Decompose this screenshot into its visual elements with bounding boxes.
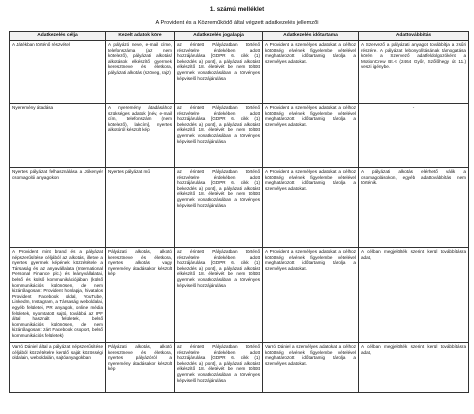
table-row xyxy=(10,168,469,248)
cell-data: Pályázati alkotás, alkotó keresztneve és életkora, nyertes alkotás vagy nyeremény átadásakor készült kép xyxy=(106,248,175,343)
annex-subtitle: A Provident és a Közreműködő által végzett adatkezelés jellemzői xyxy=(155,20,319,26)
table-header-row xyxy=(10,32,469,41)
cell-data: Pályázati alkotás, alkotó keresztneve és életkora, nyertes pályázóról a nyeremény átadásakor készült kép xyxy=(106,343,175,393)
cell-legal-basis: az érintett Pályázatban történő részvételre érdekében adott hozzájárulása [GDPR 6. cikk (1) bekezdés a) pont], a pályázati alkotást elkészítő 18. életévét be nem töltött gyermek vonatkozásában a törvényes képviselő hozzájárulása xyxy=(175,248,263,343)
header-data: Kezelt adatok köre xyxy=(106,32,175,41)
cell-duration: A Provident a személyes adatokat a célhoz kötöttség elvének figyelembe vételével meghatározott időtartamig tárolja a személyes adatokat. xyxy=(263,168,359,248)
cell-duration: Varró Dániel a személyes adatokat a célhoz kötöttség elvének figyelembe vételével meghatározott időtartamig tárolja a személyes adatokat. xyxy=(263,343,359,393)
cell-purpose: Nyeremény átadása xyxy=(10,104,106,168)
cell-duration: A Provident a személyes adatokat a célhoz kötöttség elvének figyelembe vételével meghatározott időtartamig tárolja a személyes adatokat. xyxy=(263,104,359,168)
cell-legal-basis: az érintett Pályázatban történő részvételre érdekében adott hozzájárulása [GDPR 6. cikk (1) bekezdés a) pont], a pályázati alkotást elkészítő 18. életévét be nem töltött gyermek vonatkozásában a törvényes képviselő hozzájárulása xyxy=(175,41,263,104)
table-row xyxy=(10,41,469,104)
cell-duration: A Provident a személyes adatokat a célhoz kötöttség elvének figyelembe vételével meghatározott időtartamig tárolja a személyes adatokat. xyxy=(263,248,359,343)
cell-purpose: A Játékban történő részvétel xyxy=(10,41,106,104)
cell-legal-basis: az érintett Pályázatban történő részvételre érdekében adott hozzájárulása [GDPR 6. cikk (1) bekezdés a) pont], a pályázati alkotást elkészítő 18. életévét be nem töltött gyermek vonatkozásában a törvényes képviselő hozzájárulása xyxy=(175,104,263,168)
cell-transfer: A Szervező a pályázati anyagot továbbítja a zsűri részére. A pályázat lebonyolításának támogatása körén a Szervező adatfeldolgozóként a MotionCrew Bt.-t (2464 Győr, Szőlőhegy út 11.) veszi igénybe. xyxy=(359,41,469,104)
cell-data: Nyertes pályázat mű xyxy=(106,168,175,248)
table-row xyxy=(10,104,469,168)
cell-transfer: - xyxy=(359,104,469,168)
cell-data: A nyeremény átadásához szükséges adatok [név, e-mail cím, telefonszám (nem kötelező), lakcím], nyertes alkotóról készült kép xyxy=(106,104,175,168)
header-transfer: Adattovábbítás xyxy=(359,32,469,41)
annex-heading: 1. számú melléklet xyxy=(209,6,265,13)
cell-legal-basis: az érintett Pályázatban történő részvételre érdekében adott hozzájárulása [GDPR 6. cikk (1) bekezdés a) pont], a pályázati alkotást elkészítő 18. életévét be nem töltött gyermek vonatkozásában a törvényes képviselő hozzájárulása xyxy=(175,168,263,248)
cell-duration: A Provident a személyes adatokat a célhoz kötöttség elvének figyelembe vételével meghatározott időtartamig tárolja a személyes adatokat. xyxy=(263,41,359,104)
cell-transfer: A célban megjelölték szerint kerül továbbításra adat, xyxy=(359,343,469,393)
header-duration: Adatkezelés időtartama xyxy=(263,32,359,41)
cell-purpose: A Provident mint brand és a pályázat népszerűsítése céljából az alkotás, illetve a nyertes gyermek képének közzététele a Társaság és az anyavállalata (International Personal Finance plc.) és leányvállalatai, belső és külső kommunikációjában (külső kommunikációs különösen, de nem kizárólagosan: Provident honlapja, hivatalos Provident Facebook oldal, YouTube, LinkedIn, Instagram, a Társaság weboldalai, egyéb felületei, PR anyagok, online média felületek, nyomtatott sajtó, továbbá az IPF által használt felületek, belső kommunikációs különösen, de nem kizárólagosan: zárt Facebook csoport, belső kommunikációs felületek) xyxy=(10,248,106,343)
cell-data: A pályázó neve, e-mail címe, telefonszáma (az nem kötelező), pályázati alkotás/ alkotások elkészítő gyermek keresztneve és életkora, pályázati alkotás (szöveg, rajz) xyxy=(106,41,175,104)
header-legal-basis: Adatkezelés jogalapja xyxy=(175,32,263,41)
header-purpose: Adatkezelés célja xyxy=(10,32,106,41)
data-processing-table xyxy=(9,31,469,393)
cell-transfer: A pályázati alkotás elérhető válik a csomagolásokon, egyéb adattovábbítás nem történik. xyxy=(359,168,469,248)
cell-transfer: A célban megjelölték szerint kerül továbbításra adat, xyxy=(359,248,469,343)
table-row xyxy=(10,248,469,343)
table-row xyxy=(10,343,469,393)
cell-purpose: Varró Dániel által a pályázat népszerűsítése céljából közzétételre kerülő saját közösségi oldalain, weboldalán, sajtóanyagokban xyxy=(10,343,106,393)
cell-legal-basis: az érintett Pályázatban történő részvételre érdekében adott hozzájárulása [GDPR 6. cikk (1) bekezdés a) pont], a pályázati alkotást elkészítő 18. életévét be nem töltött gyermek vonatkozásában a törvényes képviselő hozzájárulása xyxy=(175,343,263,393)
cell-purpose: Nyertes pályázat felhasználása a Jókenyér csomagolói anyagokon xyxy=(10,168,106,248)
